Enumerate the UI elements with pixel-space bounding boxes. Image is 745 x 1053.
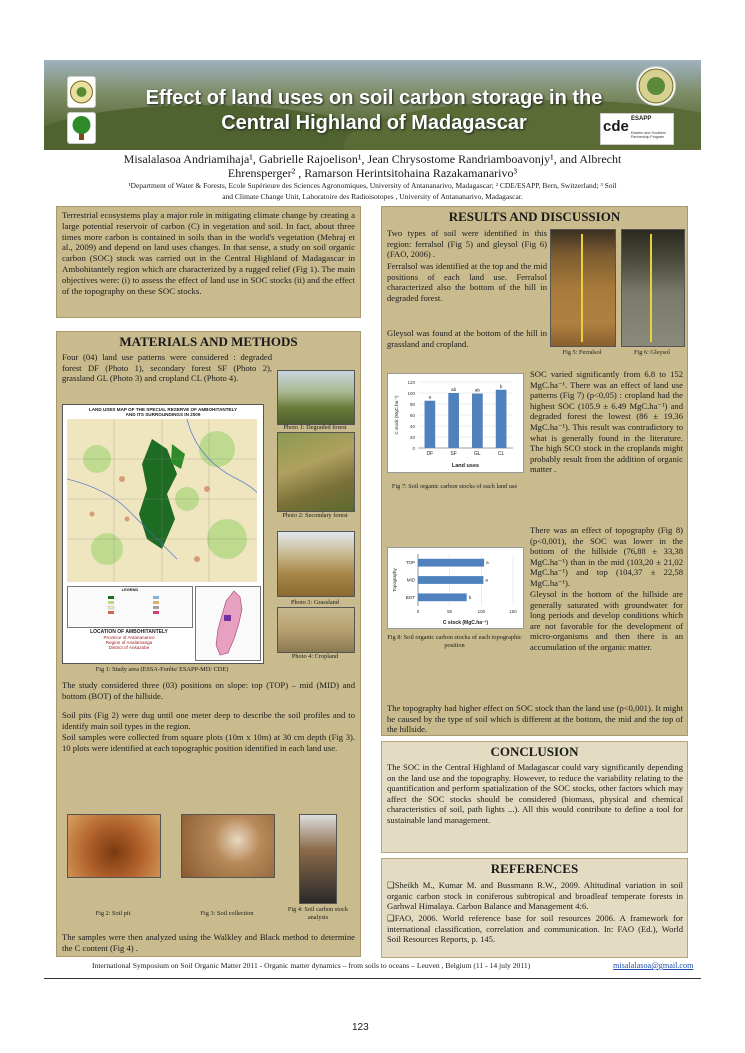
- fig7-y-tick-label: 80: [409, 402, 415, 407]
- fig8-chart-frame: [387, 547, 524, 629]
- results-p2: Ferralsol was identified at the top and the mid positions of each land use. Ferralsol characterized also the bottom of the hill in degraded forest.: [387, 261, 547, 303]
- fig7-bar-gl: [472, 394, 483, 448]
- footer-divider: [44, 978, 701, 979]
- photo-secondary-forest: [277, 432, 355, 512]
- univ-seal-logo: [636, 66, 676, 106]
- contact-email-link[interactable]: misalalasoa@gmail.com: [613, 961, 694, 970]
- map-title-line-1: LAND USES MAP OF THE SPECIAL RESERVE OF AMBOHITANTELY: [88, 407, 238, 412]
- fig8-y-tick-label: BOT: [405, 594, 415, 600]
- title-line-1: Effect of land uses on soil carbon storage in the: [145, 87, 603, 109]
- esapp-logo-subtitle: Eastern and Southern Partnership Program: [631, 131, 666, 139]
- methods-heading: MATERIALS AND METHODS: [119, 334, 298, 349]
- results-p5: There was an effect of topography (Fig 8) (p<0,001), the SOC was lower in the bottom of the hillside (76,88 ± 33,38 MgC.ha⁻¹) than in the mid (103,20 ± 21,02 MgC.ha⁻¹) and top (104,37 ± 22,58 MgC.ha⁻¹).: [530, 525, 683, 588]
- results-p6: Gleysol in the bottom of the hillside are generally saturated with groundwater for long periods and develop conditions which are not favorable for the development of micro-organisms and then there is an accumulation of the organic matter.: [530, 589, 683, 652]
- fig8-y-tick-label: TOP: [405, 560, 415, 566]
- fig4-caption: Fig 4: Soil carbon stock analysis: [287, 906, 349, 921]
- affiliation-line-1: ¹Department of Water & Forests, Ecole Supérieure des Sciences Agronomiques, University of Antananarivo, Madagascar; ² CDE/ESAPP, Bern, Switzerland; ³ Soil: [128, 181, 617, 190]
- location-block: [67, 629, 191, 659]
- fig7-x-tick-label: CL: [497, 451, 505, 457]
- photo-soil-collection: [181, 814, 275, 878]
- fig7-significance-label: ab: [451, 387, 457, 392]
- map-title: [63, 407, 263, 417]
- map-legend-title: LEGEND: [121, 587, 139, 592]
- fig8-x-tick-label: 100: [477, 609, 486, 614]
- fig8-y-tick-label: MID: [406, 577, 415, 583]
- fig7-x-tick-label: DF: [426, 451, 434, 457]
- fig7-y-tick-label: 40: [409, 424, 415, 429]
- cde-logo-text: cde: [603, 118, 629, 135]
- fig8-topography-chart: [388, 548, 523, 628]
- fig7-significance-label: b: [499, 383, 503, 389]
- location-line-3: District of Ankazobe: [108, 645, 150, 650]
- methods-p2: The study considered three (03) positions on slope: top (TOP) – mid (MID) and bottom (BOT) of the hillside.: [62, 680, 355, 701]
- introduction-box: [56, 206, 361, 318]
- fig7-bar-df: [425, 401, 436, 448]
- fig7-bar-cl: [496, 390, 507, 448]
- land-use-map: [67, 419, 257, 582]
- reference-1: ❑Sheikh M., Kumar M. and Bussmann R.W., 2009. Altitudinal variation in soil organic carbon stock in coniferous subtropical and broadleaf temperate forests in Garhwal Himalaya. Carbon Balance and Management 4:6.: [387, 880, 683, 912]
- results-p7: The topography had higher effect on SOC stock than the land use (p<0,001). It might be caused by the type of soil which is different at the bottom, the mid and the top of the hillside.: [387, 703, 683, 735]
- cde-esapp-logo: [600, 113, 674, 145]
- map-legend: [67, 586, 193, 628]
- photo-grassland: [277, 531, 355, 597]
- location-line-1: Province of Antananarivo: [103, 635, 155, 640]
- title-line-2: Central Highland of Madagascar: [221, 112, 527, 134]
- authors-line-2: Ehrensperger² , Ramarson Herintsitohaina Razakamanarivo³: [227, 166, 518, 180]
- references-box: [381, 858, 688, 958]
- fig7-y-tick-label: 60: [409, 413, 415, 418]
- methods-box: [56, 331, 361, 957]
- conclusion-heading: CONCLUSION: [490, 744, 579, 759]
- fig8-significance-label: b: [468, 594, 472, 600]
- fig7-y-axis-label: C stock (MgC.ha⁻¹): [394, 395, 399, 435]
- fig6-caption: Fig 6: Gleysol: [633, 349, 671, 356]
- methods-p5: The samples were then analyzed using the Walkley and Black method to determine the C content (Fig 4) .: [62, 932, 355, 953]
- fig8-x-tick-label: 50: [447, 609, 453, 614]
- photo-gleysol: [621, 229, 685, 347]
- results-p3: Gleysol was found at the bottom of the hill in grassland and cropland.: [387, 328, 547, 349]
- methods-p1: Four (04) land use patterns were considered : degraded forest DF (Photo 1), secondary forest SF (Photo 2), grassland GL (Photo 3) and cropland CL (Photo 4).: [62, 352, 272, 384]
- fig7-y-tick-label: 0: [412, 446, 415, 451]
- fig8-significance-label: a: [485, 577, 488, 583]
- photo-cropland: [277, 607, 355, 653]
- methods-p3: Soil pits (Fig 2) were dug until one meter deep to describe the soil profiles and to identify main soil types in the region.: [62, 710, 355, 731]
- photo3-caption: Photo 3: Grassland: [291, 599, 339, 606]
- fig7-chart-frame: [387, 373, 524, 473]
- fig8-significance-label: a: [486, 560, 489, 566]
- fig3-caption: Fig 3: Soil collection: [200, 910, 254, 917]
- fig5-caption: Fig 5: Ferralsol: [562, 349, 602, 356]
- location-line-2: Region of Analamanga: [105, 640, 153, 645]
- fig1-caption: Fig 1: Study area (ESSA-Forêts/ ESAPP-MD/ CDE): [95, 666, 229, 673]
- photo-ferralsol: [550, 229, 616, 347]
- essa-logo: [67, 76, 96, 108]
- results-heading: RESULTS AND DISCUSSION: [448, 209, 621, 224]
- footer-text: International Symposium on Soil Organic Matter 2011 - Organic matter dynamics – from soils to oceans – Leuven , Belgium (11 - 14 july 2011): [92, 961, 531, 970]
- fig8-bar-mid: [418, 576, 483, 584]
- results-p1: Two types of soil were identified in this region: ferralsol (Fig 5) and gleysol (Fig 6) (FAO, 2006) .: [387, 228, 547, 260]
- location-title: LOCATION OF AMBOHITANTELY: [90, 629, 168, 635]
- authors-line-1: Misalalasoa Andriamihaja¹, Gabrielle Rajoelison¹, Jean Chrysostome Randriamboavonjy¹, and Albrecht: [123, 152, 622, 166]
- affiliations: [44, 180, 701, 202]
- conclusion-box: [381, 741, 688, 853]
- esapp-logo-text: ESAPP: [631, 116, 652, 122]
- conclusion-text: The SOC in the Central Highland of Madagascar could vary significantly depending on the land use and the topography. However, to reduce the variability relating to the quantification and perform spatialization of the SOC stocks, other factors which may affect the SOC stocks should be considered (biomass, physical and chemical characteristics of soil, path lights ...). All this would contribute to define a tool for sustainable land management.: [387, 762, 683, 825]
- affiliation-line-2: and Climate Change Unit, Laboratoire des Radioisotopes , University of Antananarivo, Madagascar.: [222, 192, 523, 201]
- photo-carbon-analysis: [299, 814, 337, 904]
- photo2-caption: Photo 2: Secondary forest: [282, 512, 348, 519]
- results-p4: SOC varied significantly from 6.8 to 152 MgC.ha⁻¹. There was an effect of land use patterns (Fig 7) (p<0,05) : cropland had the highest SOC (105.9 ± 6.49 MgC.ha⁻¹) and degraded forest the lowest (86 ± 19.36 MgC.ha⁻¹). This result was contradictory to what is generally found in the literature. The high SCO stock in the croplands might probably result from the addition of organic matter .: [530, 369, 683, 475]
- fig8-y-axis-label: Topography: [392, 568, 397, 592]
- forest-logo: [67, 112, 96, 144]
- fig8-x-axis-label: C stock (MgC.ha⁻¹): [442, 620, 489, 626]
- fig7-significance-label: ab: [474, 387, 480, 393]
- fig7-caption: Fig 7: Soil organic carbon stocks of each land use: [391, 483, 518, 490]
- study-area-map: [62, 404, 264, 664]
- fig8-bar-bot: [418, 593, 467, 601]
- reference-2: ❑FAO, 2006. World reference base for soil resources 2006. A framework for international classification, correlation and communication. In: FAO (Ed.), World Soil Resources Reports, p. 145.: [387, 913, 683, 945]
- fig8-caption: Fig 8: Soil organic carbon stocks of each topographic position: [387, 634, 522, 649]
- methods-p4: Soil samples were collected from square plots (10m x 10m) at 30 cm depth (Fig 3). 10 plots were identified at each topographic position identified in each land use.: [62, 732, 355, 753]
- fig7-x-axis-label: Land uses: [451, 463, 480, 469]
- photo1-caption: Photo 1: Degraded forest: [283, 424, 347, 431]
- map-title-line-2: AND ITS SURROUNDINGS IN 2009: [125, 412, 201, 417]
- fig7-y-tick-label: 100: [407, 391, 415, 396]
- fig7-significance-label: a: [428, 394, 432, 400]
- photo4-caption: Photo 4: Cropland: [291, 653, 339, 660]
- fig8-x-tick-label: 0: [416, 609, 420, 614]
- fig2-caption: Fig 2: Soil pit: [95, 910, 131, 917]
- fig7-land-use-chart: [388, 374, 523, 472]
- fig7-x-tick-label: GL: [474, 451, 481, 457]
- results-box: [381, 206, 688, 736]
- references-heading: REFERENCES: [490, 861, 579, 876]
- photo-soil-pit: [67, 814, 161, 878]
- page-number: 123: [352, 1022, 369, 1033]
- fig8-x-tick-label: 150: [509, 609, 517, 614]
- fig7-y-tick-label: 20: [409, 435, 415, 440]
- fig7-x-tick-label: SF: [450, 451, 457, 457]
- poster-title: [114, 86, 634, 136]
- madagascar-inset-map: [195, 586, 261, 661]
- fig8-bar-top: [418, 559, 484, 567]
- fig7-bar-sf: [448, 393, 459, 448]
- authors: [44, 152, 701, 180]
- introduction-text: Terrestrial ecosystems play a major role in mitigating climate change by creating a large potential reservoir of carbon (C) in vegetation and soil. In fact, about three times more carbon is contained in soils than in the world's vegetation (Mehraj et al., 2009) and depend on land uses changes. In that sense, a study on soil organic carbon (SOC) stock was carried out in the Central Highland of Madagascar in Ambohitantely region which are characterized by a rugged relief (Fig 1). The main objectives were: (i) to assess the effect of land use in SOC stocks (ii) and the effect of the topography on these SOC stocks.: [62, 210, 355, 296]
- photo-degraded-forest: [277, 370, 355, 425]
- fig7-y-tick-label: 120: [407, 380, 415, 385]
